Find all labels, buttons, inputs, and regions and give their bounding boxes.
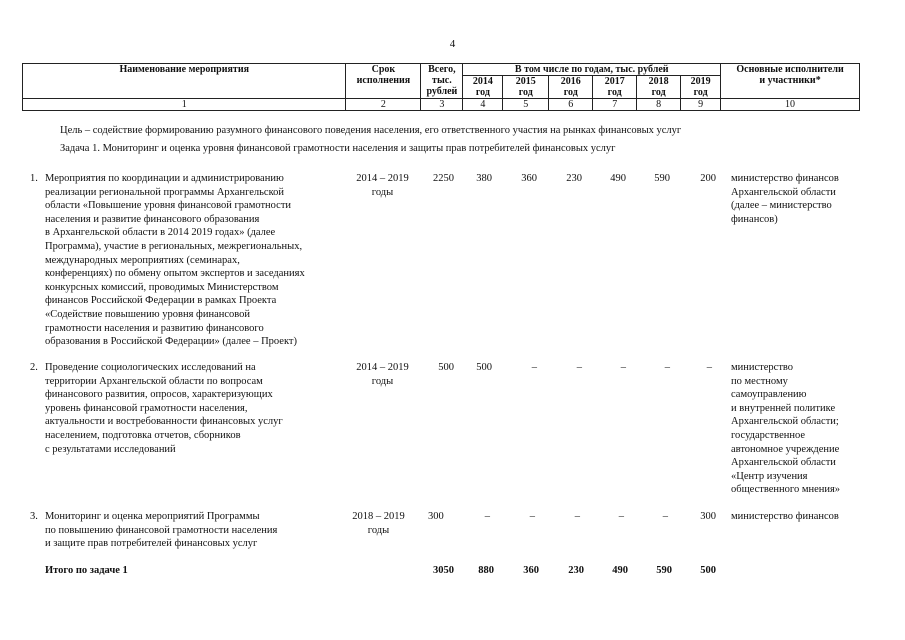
row-year-value: 490: [610, 173, 626, 184]
total-value: 3050: [433, 565, 454, 576]
column-number: 10: [721, 99, 860, 111]
row-total: 300: [428, 511, 444, 522]
total-year-value: 490: [612, 565, 628, 576]
row-total: 500: [438, 362, 454, 373]
header-year: 2018 год: [637, 76, 681, 99]
column-number: 4: [463, 99, 503, 111]
column-number: 9: [681, 99, 721, 111]
row-year-value: –: [531, 362, 537, 373]
row-year-value: 360: [521, 173, 537, 184]
page-number: 4: [449, 38, 456, 50]
column-number: 7: [593, 99, 637, 111]
table-header: [22, 63, 860, 111]
row-year-value: 380: [476, 173, 492, 184]
row-year-value: 300: [700, 511, 716, 522]
row-total: 2250: [433, 173, 454, 184]
header-year: 2016 год: [549, 76, 593, 99]
column-number: 3: [421, 99, 463, 111]
row-name: Мероприятия по координации и администрированию реализации региональной программы Архангельской области «Повышение уровня финансовой грамотности населения и развитие финансового образования в Архангельской области в 2014 2019 годах» (далее Программа), участие в региональных, межрегиональных, международных мероприятиях (семинарах, конференциях) по обмену опытом экспертов и заседаниях конкурсных комиссий, проводимых Министерством финансов Российской Федерации в рамках Проекта «Содействие повышению уровня финансовой грамотности населения и развитию финансового образования в Российской Федерации» (далее – Проект): [45, 173, 305, 348]
header-year: 2019 год: [681, 76, 721, 99]
row-year-value: –: [576, 362, 582, 373]
row-term: 2014 – 2019 годы: [356, 173, 409, 198]
row-term: 2018 – 2019 годы: [352, 511, 405, 536]
row-executors: министерство по местному самоуправлению и внутренней политике Архангельской области; государственное автономное учреждение Архангельской области «Центр изучения общественного мнения»: [731, 362, 841, 496]
column-numbers-row: [23, 99, 860, 111]
total-year-value: 590: [656, 565, 672, 576]
header-year: 2015 год: [503, 76, 549, 99]
row-number: 3.: [30, 511, 38, 522]
row-year-value: –: [620, 362, 626, 373]
row-year-value: –: [574, 511, 580, 522]
row-year-value: –: [484, 511, 490, 522]
row-number: 2.: [30, 362, 38, 373]
row-year-value: 200: [700, 173, 716, 184]
column-number: 1: [23, 99, 346, 111]
column-number: 6: [549, 99, 593, 111]
row-year-value: –: [529, 511, 535, 522]
column-number: 2: [346, 99, 421, 111]
row-executors: министерство финансов Архангельской области (далее – министерство финансов): [731, 173, 839, 225]
row-term: 2014 – 2019 годы: [356, 362, 409, 387]
total-label: Итого по задаче 1: [45, 565, 128, 576]
row-year-value: 590: [654, 173, 670, 184]
row-year-value: 500: [476, 362, 492, 373]
row-year-value: –: [706, 362, 712, 373]
header-term: Срок исполнения: [346, 64, 421, 99]
header-executors: Основные исполнители и участники*: [721, 64, 860, 99]
row-number: 1.: [30, 173, 38, 184]
column-number: 5: [503, 99, 549, 111]
total-year-value: 360: [523, 565, 539, 576]
row-executors: министерство финансов: [731, 511, 839, 522]
header-year: 2014 год: [463, 76, 503, 99]
total-year-value: 880: [478, 565, 494, 576]
total-year-value: 500: [700, 565, 716, 576]
header-year: 2017 год: [593, 76, 637, 99]
row-year-value: 230: [566, 173, 582, 184]
row-year-value: –: [662, 511, 668, 522]
task-text: Задача 1. Мониторинг и оценка уровня финансовой грамотности населения и защиты прав потребителей финансовых услуг: [60, 143, 616, 154]
goal-text: Цель – содействие формированию разумного финансового поведения населения, его ответственного участия на рынках финансовых услуг: [60, 125, 682, 136]
row-name: Мониторинг и оценка мероприятий Программы по повышению финансовой грамотности населения и защите прав потребителей финансовых услуг: [45, 511, 278, 550]
total-year-value: 230: [568, 565, 584, 576]
header-years-group: В том числе по годам, тыс. рублей: [463, 64, 721, 76]
header-total: Всего, тыс. рублей: [421, 64, 463, 99]
header-name: Наименование мероприятия: [23, 64, 346, 99]
row-name: Проведение социологических исследований на территории Архангельской области по вопросам финансового развития, опросов, характеризующих уровень финансовой грамотности населения, актуальности и востребованности финансовых услуг населением, подготовка отчетов, сборников с результатами исследований: [45, 362, 283, 455]
column-number: 8: [637, 99, 681, 111]
row-year-value: –: [664, 362, 670, 373]
row-year-value: –: [618, 511, 624, 522]
